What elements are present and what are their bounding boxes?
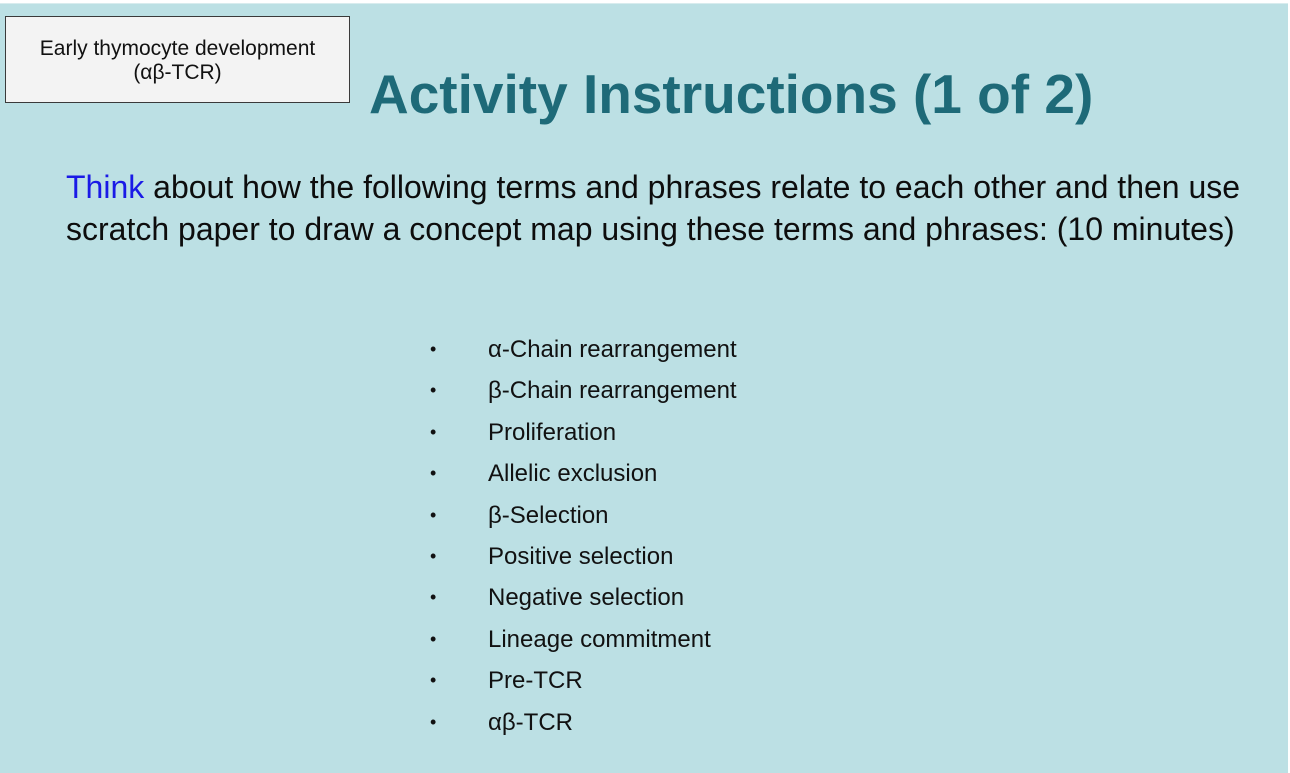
term-text: β-Chain rearrangement (488, 377, 737, 405)
term-text: Pre-TCR (488, 667, 583, 695)
slide-title: Activity Instructions (1 of 2) (369, 63, 1094, 125)
bullet-icon: • (430, 628, 437, 649)
bullet-icon: • (430, 711, 437, 732)
bullet-icon: • (430, 339, 437, 359)
bullet-icon: • (430, 545, 437, 566)
topic-tag-line-1: Early thymocyte development (39, 37, 316, 60)
term-text: Positive selection (488, 542, 674, 570)
term-text: Proliferation (488, 418, 617, 446)
slide (0, 3, 1288, 773)
bullet-icon: • (430, 670, 437, 691)
bullet-icon: • (430, 380, 437, 401)
topic-tag-box (5, 16, 350, 103)
term-text: Allelic exclusion (488, 460, 658, 488)
instructions-highlight-word: Think (66, 169, 145, 205)
bullet-icon: • (430, 421, 437, 442)
topic-tag-line-2: (αβ-TCR) (133, 61, 222, 84)
instructions-paragraph (66, 166, 1246, 250)
instructions-text: about how the following terms and phrases relate to each other and then use scratch paper to draw a concept map using these terms and phrases: (10 minutes) (66, 169, 1241, 247)
bullet-icon: • (430, 587, 437, 608)
bullet-icon: • (430, 504, 437, 525)
term-text: Negative selection (488, 584, 685, 612)
term-text: αβ-TCR (488, 708, 573, 736)
term-text: β-Selection (488, 501, 609, 529)
term-text: α-Chain rearrangement (488, 336, 737, 363)
term-text: Lineage commitment (488, 625, 711, 653)
bullet-icon: • (430, 463, 437, 484)
